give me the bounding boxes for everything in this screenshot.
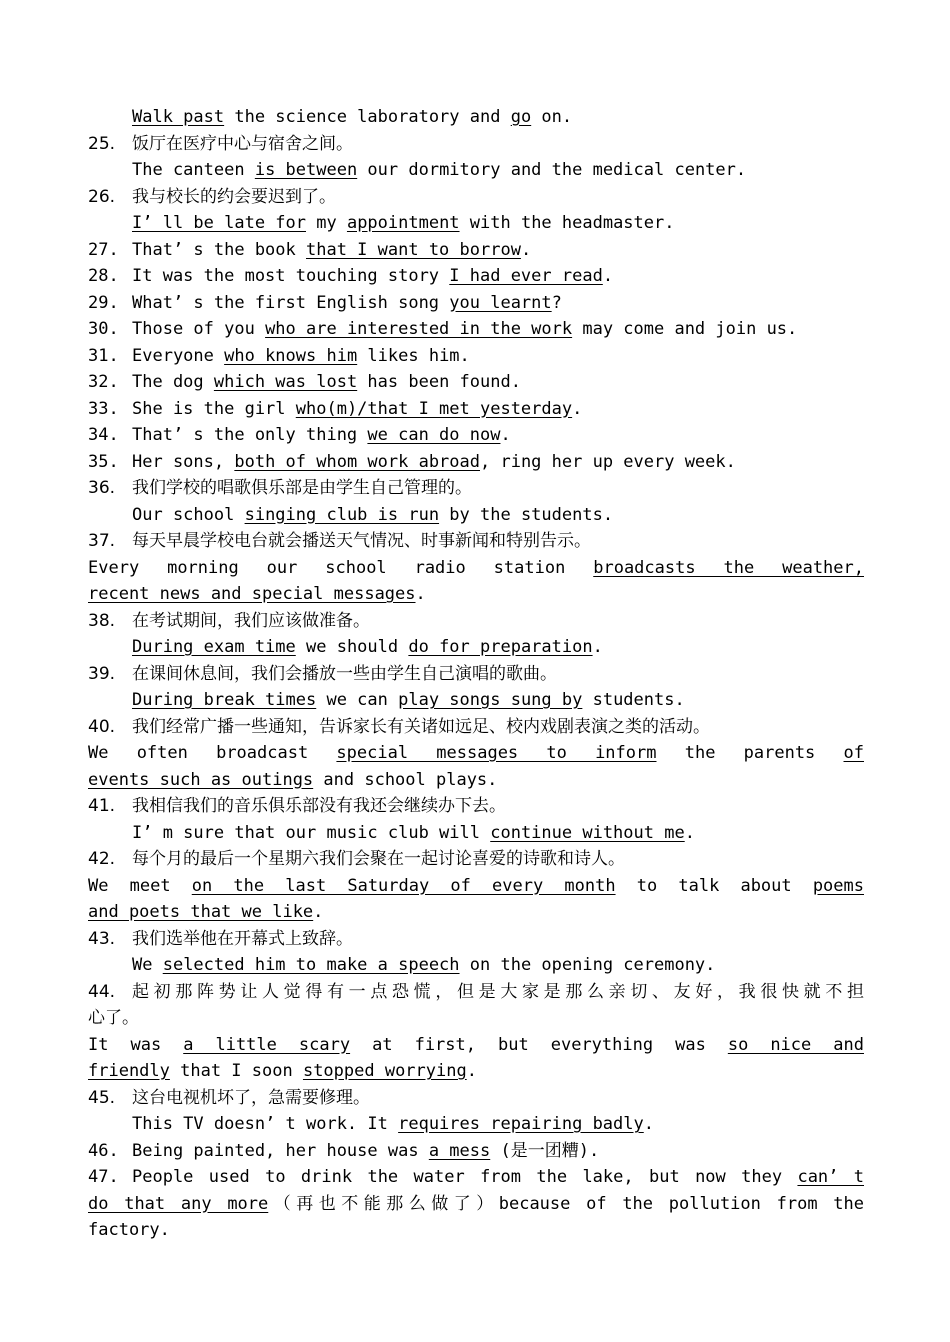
text-segment: 心了。 (88, 1008, 139, 1028)
document-line (88, 634, 864, 661)
answer-underline: continue without me (490, 822, 685, 843)
item-number: 41. (88, 796, 116, 816)
item-number: 27. (88, 239, 119, 260)
text-segment: Every morning our school radio station (88, 557, 594, 578)
item-text (132, 1164, 864, 1191)
item-text (132, 316, 864, 343)
document-line (88, 740, 864, 767)
text-segment: we should (295, 637, 409, 657)
item-number: 37. (88, 531, 116, 551)
document-line (88, 1085, 864, 1112)
answer-underline: play songs sung by (398, 690, 583, 710)
document-line (88, 555, 864, 582)
text-segment: It was the most touching story (132, 266, 450, 286)
item-text (132, 714, 864, 741)
document-line (88, 1005, 864, 1032)
text-segment: we can (316, 690, 399, 710)
text-segment: It was (88, 1034, 184, 1055)
text-segment: . (643, 1114, 654, 1134)
answer-underline: do that any more (88, 1193, 269, 1214)
document-line (88, 1164, 864, 1191)
document-line (88, 767, 864, 794)
answer-underline: singing club is run (244, 504, 440, 525)
answer-underline: and poets that we like (88, 902, 314, 922)
text-segment: . (684, 822, 695, 843)
text-segment: 我们学校的唱歌俱乐部是由学生自己管理的。 (132, 478, 472, 498)
document-line (88, 449, 864, 476)
item-text (132, 290, 864, 317)
answer-underline: so nice and (727, 1034, 864, 1055)
item-text (132, 1138, 864, 1165)
text-segment: The canteen (132, 160, 255, 180)
text-segment: with the headmaster. (459, 213, 675, 233)
item-text (132, 608, 864, 635)
document-line (88, 210, 864, 237)
text-segment: . (520, 239, 532, 260)
text-segment: . (466, 1061, 477, 1081)
text-segment: on the opening ceremony. (459, 955, 716, 975)
document-line (88, 820, 864, 847)
item-number: 31. (88, 345, 119, 366)
answer-underline: special messages to inform (336, 743, 657, 763)
document-line (88, 343, 864, 370)
item-number: 46. (88, 1140, 119, 1161)
answer-underline: friendly (88, 1061, 170, 1081)
item-text (132, 369, 864, 396)
answer-underline: on the last Saturday of every month (191, 875, 616, 896)
answer-underline: events such as outings (88, 769, 314, 790)
text-segment: my (306, 213, 347, 233)
document-line (88, 714, 864, 741)
document-line (88, 528, 864, 555)
answer-underline: I’ ll be late for (132, 213, 306, 233)
text-segment: 我相信我们的音乐俱乐部没有我还会继续办下去。 (132, 796, 506, 816)
text-segment: at first, but everything was (350, 1034, 728, 1055)
document-line (88, 979, 864, 1006)
document-line (88, 263, 864, 290)
text-segment: 每个月的最后一个星期六我们会聚在一起讨论喜爱的诗歌和诗人。 (132, 849, 625, 869)
answer-underline: who are interested in the work (265, 319, 573, 339)
document-line (88, 369, 864, 396)
text-segment: the science laboratory and (224, 107, 511, 127)
text-segment: on. (531, 107, 573, 127)
text-segment: People used to drink the water from the lake, but now they (132, 1167, 798, 1187)
item-text (132, 926, 864, 953)
text-segment: our dormitory and the medical center. (357, 160, 747, 180)
answer-underline: recent news and special messages (88, 584, 416, 604)
text-segment: 每天早晨学校电台就会播送天气情况、时事新闻和特别告示。 (132, 531, 591, 551)
item-text (132, 661, 864, 688)
item-number: 38. (88, 610, 116, 631)
document-line (88, 846, 864, 873)
item-text (132, 263, 864, 290)
text-segment: （再也不能那么做了）because of the pollution from the (268, 1193, 864, 1214)
document-line (88, 104, 864, 131)
item-number: 40. (88, 716, 116, 737)
text-segment: and school plays. (313, 769, 498, 790)
text-segment: by the students. (439, 504, 614, 525)
text-segment: We often broadcast (88, 743, 337, 763)
item-number: 33. (88, 398, 119, 419)
answer-underline: both of whom work abroad (234, 451, 480, 472)
document-line (88, 661, 864, 688)
answer-underline: is between (254, 160, 358, 180)
document-line (88, 290, 864, 317)
answer-underline: poems (812, 875, 864, 896)
item-number: 25. (88, 133, 116, 154)
answer-underline: do for preparation (408, 637, 593, 657)
text-segment: 饭厅在医疗中心与宿舍之间。 (132, 133, 353, 154)
document-line (88, 1138, 864, 1165)
item-number: 34. (88, 425, 119, 445)
text-segment: We (132, 955, 163, 975)
item-text (132, 237, 864, 264)
text-segment: . (313, 902, 324, 922)
document-line (88, 396, 864, 423)
text-segment: That’ s the only thing (132, 425, 368, 445)
answer-underline: of (843, 743, 864, 763)
text-segment: Those of you (132, 319, 266, 339)
document-line (88, 1032, 864, 1059)
answer-underline: who(m)/that I met yesterday (295, 398, 573, 419)
document-page (88, 104, 864, 1244)
text-segment: 我与校长的约会要迟到了。 (132, 186, 336, 207)
text-segment: that I soon (169, 1061, 303, 1081)
answer-underline: that I want to borrow (306, 239, 521, 260)
text-segment: The dog (132, 372, 214, 392)
item-number: 47. (88, 1167, 119, 1187)
item-text (132, 793, 864, 820)
answer-underline: requires repairing badly (398, 1114, 644, 1134)
answer-underline: appointment (346, 213, 460, 233)
document-line (88, 131, 864, 158)
document-line (88, 184, 864, 211)
document-line (88, 926, 864, 953)
item-number: 29. (88, 292, 119, 313)
document-line (88, 899, 864, 926)
item-number: 26. (88, 186, 116, 207)
item-text (132, 131, 864, 158)
item-text (132, 846, 864, 873)
text-segment: , ring her up every week. (480, 451, 736, 472)
text-segment: Everyone (132, 345, 225, 366)
document-line (88, 687, 864, 714)
item-number: 35. (88, 451, 119, 472)
text-segment: may come and join us. (572, 319, 798, 339)
item-number: 30. (88, 319, 119, 339)
item-text (132, 1085, 864, 1112)
answer-underline: stopped worrying (302, 1061, 467, 1081)
document-line (88, 1111, 864, 1138)
answer-underline: During exam time (132, 637, 296, 657)
text-segment: likes him. (357, 345, 470, 366)
text-segment: 我们经常广播一些通知，告诉家长有关诸如远足、校内戏剧表演之类的活动。 (132, 716, 710, 737)
text-segment: factory. (88, 1220, 170, 1240)
document-line (88, 793, 864, 820)
document-line (88, 475, 864, 502)
item-text (132, 396, 864, 423)
text-segment: students. (582, 690, 685, 710)
answer-underline: a little scary (183, 1034, 351, 1055)
item-number: 36. (88, 478, 116, 498)
item-number: 44. (88, 981, 116, 1002)
text-segment: Our school (132, 504, 245, 525)
item-text (132, 528, 864, 555)
answer-underline: Walk past (132, 107, 225, 127)
text-segment: That’ s the book (132, 239, 306, 260)
text-segment: I’ m sure that our music club will (132, 822, 491, 843)
answer-underline: go (510, 107, 532, 127)
text-segment: 我们选举他在开幕式上致辞。 (132, 928, 353, 949)
text-segment: . (572, 398, 583, 419)
text-segment: Being painted, her house was (132, 1140, 429, 1161)
text-segment: ? (551, 292, 562, 313)
answer-underline: I had ever read (449, 266, 603, 286)
answer-underline: selected him to make a speech (162, 955, 460, 975)
text-segment: 在考试期间，我们应该做准备。 (132, 610, 370, 631)
text-segment: 起初那阵势让人觉得有一点恐慌，但是大家是那么亲切、友好，我很快就不担 (132, 981, 864, 1002)
text-segment: . (500, 425, 511, 445)
document-line (88, 873, 864, 900)
item-text (132, 184, 864, 211)
item-number: 32. (88, 372, 119, 392)
item-text (132, 979, 864, 1006)
text-segment: What’ s the first English song (132, 292, 450, 313)
text-segment: has been found. (357, 372, 521, 392)
text-segment: 在课间休息间，我们会播放一些由学生自己演唱的歌曲。 (132, 663, 557, 684)
text-segment: (是一团糟). (490, 1140, 600, 1161)
document-line (88, 952, 864, 979)
document-line (88, 1191, 864, 1218)
answer-underline: can’ t (797, 1167, 864, 1187)
document-line (88, 316, 864, 343)
document-line (88, 422, 864, 449)
item-text (132, 343, 864, 370)
answer-underline: who knows him (224, 345, 358, 366)
answer-underline: which was lost (213, 372, 358, 392)
text-segment: This TV doesn’ t work. It (132, 1114, 399, 1134)
document-line (88, 581, 864, 608)
text-segment: . (602, 266, 614, 286)
text-segment: . (592, 637, 603, 657)
text-segment: the parents (656, 743, 844, 763)
document-line (88, 502, 864, 529)
document-line (88, 1058, 864, 1085)
text-segment: 这台电视机坏了，急需要修理。 (132, 1087, 370, 1108)
document-line (88, 237, 864, 264)
item-number: 43. (88, 928, 116, 949)
document-line (88, 1217, 864, 1244)
answer-underline: you learnt (449, 292, 552, 313)
text-segment: She is the girl (132, 398, 296, 419)
answer-underline: broadcasts the weather, (593, 557, 864, 578)
document-line (88, 157, 864, 184)
item-number: 39. (88, 663, 116, 684)
text-segment: . (415, 584, 426, 604)
item-text (132, 449, 864, 476)
text-segment: Her sons, (132, 451, 235, 472)
item-number: 42. (88, 849, 116, 869)
answer-underline: a mess (428, 1140, 491, 1161)
answer-underline: During break times (132, 690, 317, 710)
answer-underline: we can do now (367, 425, 501, 445)
item-text (132, 422, 864, 449)
item-text (132, 475, 864, 502)
item-number: 28. (88, 266, 119, 286)
document-line (88, 608, 864, 635)
text-segment: to talk about (615, 875, 813, 896)
text-segment: We meet (88, 875, 192, 896)
item-number: 45. (88, 1087, 116, 1108)
